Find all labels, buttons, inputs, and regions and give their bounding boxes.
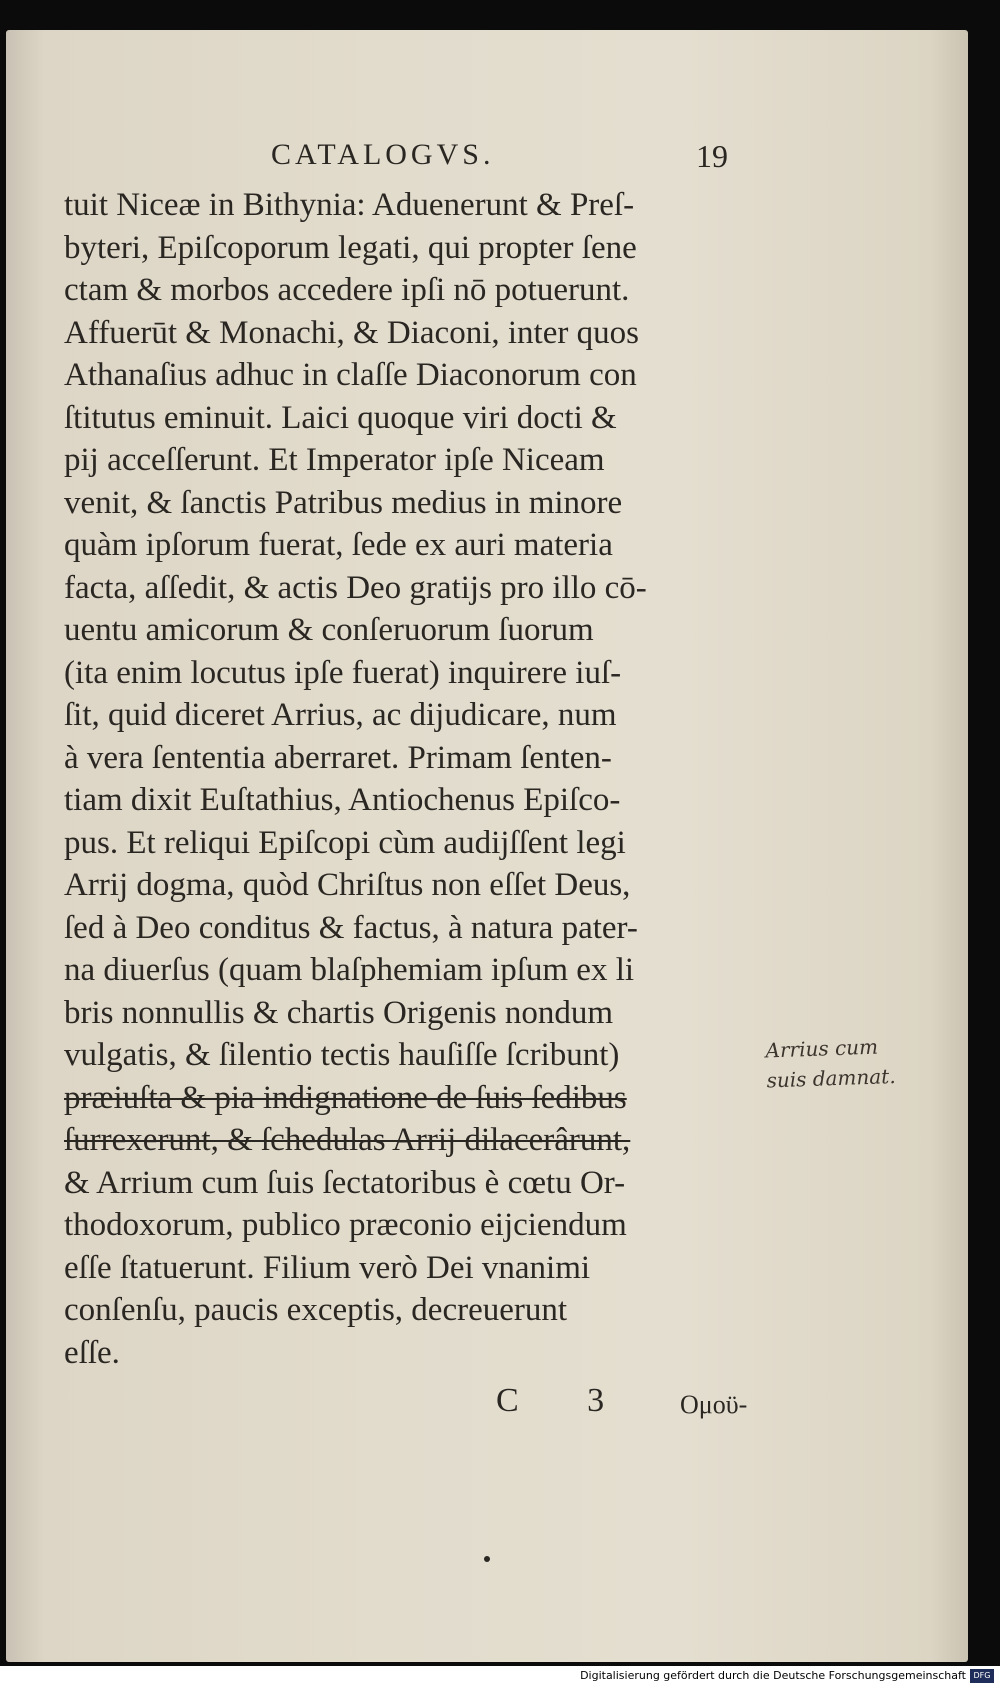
text-line: thodoxorum, publico præconio eijciendum (64, 1207, 627, 1243)
text-line: eſſe. (64, 1334, 120, 1371)
text-line: Arrij dogma, quòd Chriſtus non eſſet Deus, (64, 867, 631, 903)
marginal-note-line: suis damnat. (766, 1063, 896, 1093)
running-title: CATALOGVS. (271, 138, 495, 171)
signature-mark: C 3 (496, 1382, 635, 1419)
text-line: conſenſu, paucis exceptis, decreuerunt (64, 1292, 568, 1328)
dfg-logo: DFG (970, 1669, 994, 1683)
text-line: eſſe ſtatuerunt. Filium verò Dei vnanimi (64, 1249, 591, 1286)
text-line: ſed à Deo conditus & factus, à natura pater- (64, 909, 638, 946)
text-line: pij acceſſerunt. Et Imperator ipſe Niceam (64, 442, 605, 478)
text-line: facta, aſſedit, & actis Deo gratijs pro illo cō- (64, 569, 647, 606)
text-line: bris nonnullis & chartis Origenis nondum (64, 994, 614, 1031)
text-line: à vera ſententia aberraret. Primam ſenten- (64, 739, 612, 776)
text-line: ſtitutus eminuit. Laici quoque viri docti & (64, 399, 617, 436)
page-number: 19 (696, 138, 728, 174)
text-line: & Arrium cum ſuis ſectatoribus è cœtu Or- (64, 1164, 626, 1201)
text-line: ſit, quid diceret Arrius, ac dijudicare, num (64, 697, 617, 733)
catchword: Ομοϋ- (680, 1390, 748, 1419)
page-header (6, 138, 968, 178)
text-line: quàm ipſorum fuerat, ſede ex auri materia (64, 527, 613, 563)
text-line-struck: ſurrexerunt, & ſchedulas Arrij dilacerârunt, (64, 1122, 631, 1158)
footer-bar (0, 1666, 1000, 1688)
body-text (64, 184, 764, 1374)
book-page (6, 30, 968, 1662)
text-line: tuit Niceæ in Bithynia: Aduenerunt & Preſ- (64, 187, 635, 223)
text-line: Athanaſius adhuc in claſſe Diaconorum con (64, 357, 637, 393)
text-line: (ita enim locutus ipſe fuerat) inquirere iuſ- (64, 654, 622, 691)
text-line-struck: præiuſta & pia indignatione de ſuis ſedibus (64, 1079, 627, 1116)
text-line: pus. Et reliqui Epiſcopi cùm audijſſent legi (64, 824, 626, 861)
ink-dot (484, 1556, 490, 1562)
text-line: byteri, Epiſcoporum legati, qui propter ſene (64, 229, 637, 266)
text-line: Affuerūt & Monachi, & Diaconi, inter quos (64, 314, 639, 351)
text-line: uentu amicorum & conſeruorum ſuorum (64, 612, 594, 648)
footer-credit: Digitalisierung gefördert durch die Deutsche Forschungsgemeinschaft (580, 1669, 966, 1682)
marginal-note-line: Arrius cum (765, 1034, 879, 1063)
text-line: ctam & morbos accedere ipſi nō potuerunt. (64, 272, 630, 308)
text-line: venit, & ſanctis Patribus medius in minore (64, 484, 623, 521)
handwritten-marginal-note (765, 1029, 967, 1096)
text-line: vulgatis, & ſilentio tectis hauſiſſe ſcribunt) (64, 1037, 620, 1073)
text-line: na diuerſus (quam blaſphemiam ipſum ex li (64, 952, 635, 988)
text-line: tiam dixit Euſtathius, Antiochenus Epiſco- (64, 782, 621, 818)
